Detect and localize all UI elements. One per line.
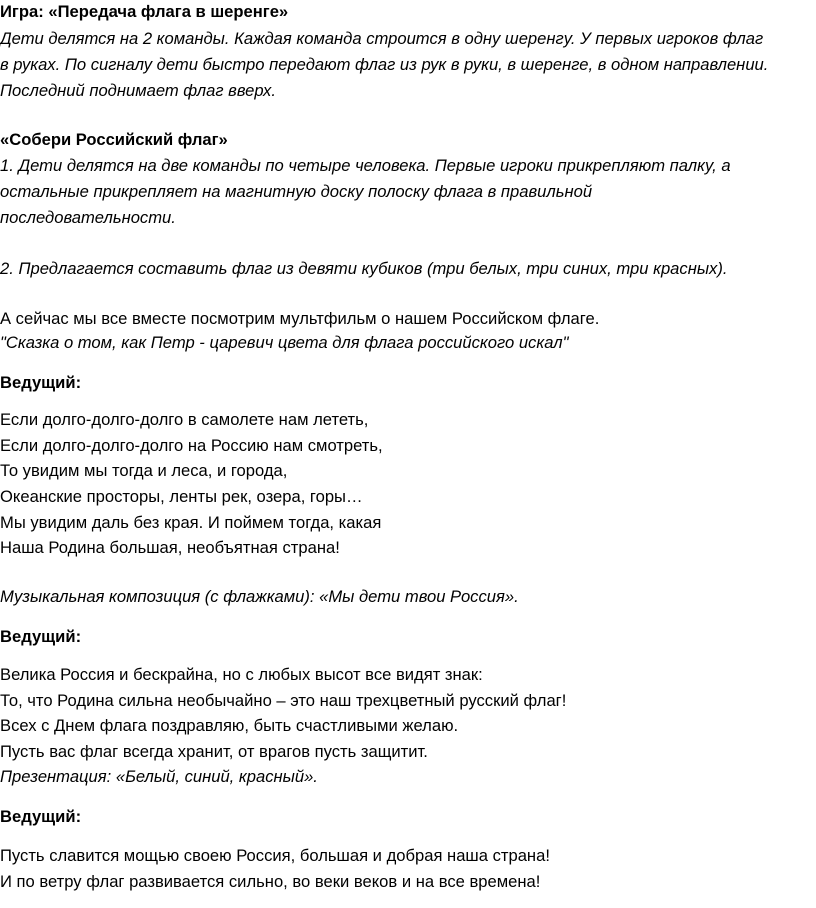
game1-line-1: Дети делятся на 2 команды. Каждая команда строится в одну шеренгу. У первых игроков флаг — [0, 29, 764, 48]
host1-poem-line-1: Если долго-долго-долго в самолете нам лететь, — [0, 410, 369, 429]
game1-title: Игра: «Передача флага в шеренге» — [0, 2, 289, 21]
game2-item2: 2. Предлагается составить флаг из девяти кубиков (три белых, три синих, три красных). — [0, 259, 728, 278]
host3-poem-line-1: Пусть славится мощью своею Россия, большая и добрая наша страна! — [0, 846, 550, 865]
host1-poem-line-6: Наша Родина большая, необъятная страна! — [0, 538, 340, 557]
music-composition: Музыкальная композиция (с флажками): «Мы дети твои Россия». — [0, 587, 519, 606]
host1-poem-line-3: То увидим мы тогда и леса, и города, — [0, 461, 288, 480]
host1-poem-line-4: Океанские просторы, ленты рек, озера, горы… — [0, 487, 363, 506]
host2-poem-line-2: То, что Родина сильна необычайно – это наш трехцветный русский флаг! — [0, 691, 567, 710]
host1-poem-line-2: Если долго-долго-долго на Россию нам смотреть, — [0, 436, 383, 455]
host1-poem-line-5: Мы увидим даль без края. И поймем тогда, какая — [0, 513, 382, 532]
cartoon-intro: А сейчас мы все вместе посмотрим мультфильм о нашем Российском флаге. — [0, 309, 600, 328]
host2-presentation: Презентация: «Белый, синий, красный». — [0, 767, 318, 786]
host3-label: Ведущий: — [0, 807, 82, 826]
host2-poem-line-4: Пусть вас флаг всегда хранит, от врагов пусть защитит. — [0, 742, 428, 761]
host2-poem-line-3: Всех с Днем флага поздравляю, быть счастливыми желаю. — [0, 716, 459, 735]
game2-item1-line-1: 1. Дети делятся на две команды по четыре человека. Первые игроки прикрепляют палку, а — [0, 156, 731, 175]
game2-item1-line-3: последовательности. — [0, 208, 176, 227]
host1-label: Ведущий: — [0, 373, 82, 392]
game1-line-3: Последний поднимает флаг вверх. — [0, 81, 276, 100]
host2-poem-line-1: Велика Россия и бескрайна, но с любых высот все видят знак: — [0, 665, 483, 684]
host2-label: Ведущий: — [0, 627, 82, 646]
game1-line-2: в руках. По сигналу дети быстро передают флаг из рук в руки, в шеренге, в одном направлении. — [0, 55, 769, 74]
game2-item1-line-2: остальные прикрепляет на магнитную доску полоску флага в правильной — [0, 182, 593, 201]
host3-poem-line-2: И по ветру флаг развивается сильно, во веки веков и на все времена! — [0, 872, 541, 891]
game2-title: «Собери Российский флаг» — [0, 130, 228, 149]
cartoon-title: "Сказка о том, как Петр - царевич цвета для флага российского искал" — [0, 333, 569, 352]
